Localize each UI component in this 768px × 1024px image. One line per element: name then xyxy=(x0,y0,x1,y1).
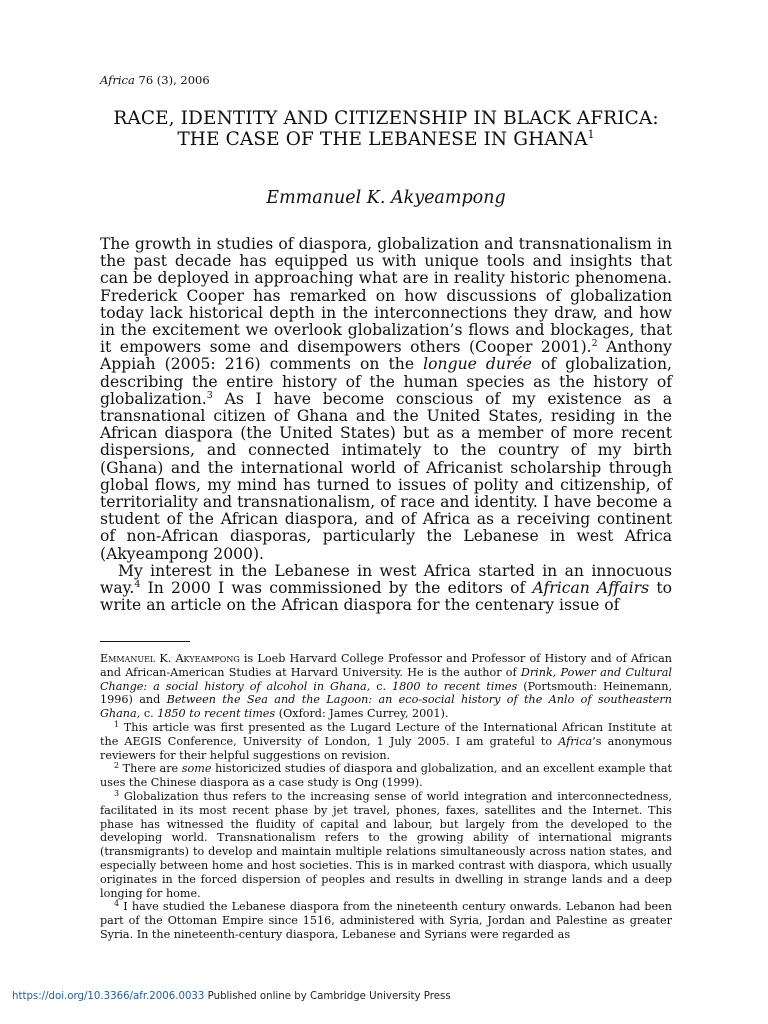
doi-link[interactable]: https://doi.org/10.3366/afr.2006.0033 xyxy=(12,991,205,1002)
body-paragraph-2: My interest in the Lebanese in west Africa started in an innocuous way.$^4$ In 2000 I was commissioned by the editors of African Affairs to write an article on the African diaspora for the centenary issue of xyxy=(100,561,672,615)
article-author: Emmanuel K. Akyeampong xyxy=(266,188,506,208)
author-note: Emmanuel K. Akyeampong is Loeb Harvard College Professor and Professor of History and of African and African-American Studies at Harvard University. He is the author of Drink, Power and Cultural Change: a social history of alcohol in Ghana, c. 1800 to recent times (Portsmouth: Heinemann, 1996) and Between the Sea and the Lagoon: an eco-social history of the Anlo of southeastern Ghana, c. 1850 to recent times (Oxford: James Currey, 2001). xyxy=(100,652,673,721)
page-footer xyxy=(12,991,451,1002)
footnote-2: $^2$ There are some historicized studies of diaspora and globalization, and an excellent example that uses the Chinese diaspora as a case study is Ong (1999). xyxy=(100,761,672,790)
article-body xyxy=(100,236,672,614)
footnote-ref-2[interactable]: 2 xyxy=(591,338,598,350)
footnote-ref-4[interactable]: 4 xyxy=(134,579,141,591)
journal-name: Africa xyxy=(100,73,135,87)
footnotes xyxy=(100,652,672,942)
footnote-1: $^1$ This article was first presented as the Lugard Lecture of the International African Institute at the AEGIS Conference, University of London, 1 July 2005. I am grateful to Africa’s anonymous reviewers for their helpful suggestions on revision. xyxy=(100,719,673,762)
footnote-4: $^4$ I have studied the Lebanese diaspora from the nineteenth century onwards. Lebanon had been part of the Ottoman Empire since 1516, administered with Syria, Jordan and Palestine as greater Syria. In the nineteenth-century diaspora, Lebanese and Syrians were regarded as xyxy=(100,899,672,941)
journal-issue: 76 (3), 2006 xyxy=(134,73,210,87)
footnote-3: $^3$ Globalization thus refers to the increasing sense of world integration and interconnectedness, facilitated in its most recent phase by jet travel, phones, faxes, satellites and the Internet. This phase has witnessed the fluidity of capital and labour, but largely from the developed to the developing world. Transnationalism refers to the growing ability of international migrants (transmigrants) to develop and maintain multiple relations simultaneously across nation states, and especially between home and host societies. This is in marked contrast with diaspora, which usually originates in the forced dispersion of peoples and results in dwelling in strange lands and a deep longing for home. xyxy=(100,788,672,900)
journal-citation xyxy=(100,73,210,87)
footnote-divider xyxy=(100,641,190,642)
title-footnote-ref[interactable]: 1 xyxy=(587,128,595,141)
publisher-note: Published online by Cambridge University Press xyxy=(204,991,451,1002)
article-title-text: RACE, IDENTITY AND CITIZENSHIP IN BLACK AFRICA: THE CASE OF THE LEBANESE IN GHANA xyxy=(113,108,659,150)
footnote-ref-3[interactable]: 3 xyxy=(206,389,213,401)
article-title xyxy=(100,108,672,150)
body-paragraph-1: The growth in studies of diaspora, globalization and transnationalism in the past decade has equipped us with unique tools and insights that can be deployed in approaching what are in reality historic phenomena. Frederick Cooper has remarked on how discussions of globalization today lack historical depth in the interconnections they draw, and how in the excitement we overlook globalization’s flows and blockages, that it empowers some and disempowers others (Cooper 2001).$^2$ Anthony Appiah (2005: 216) comments on the longue durée of globalization, describing the entire history of the human species as the history of globalization.$^3$ As I have become conscious of my existence as a transnational citizen of Ghana and the United States, residing in the African diaspora (the United States) but as a member of more recent dispersions, and connected intimately to the country of my birth (Ghana) and the international world of Africanist scholarship through global flows, my mind has turned to issues of polity and citizenship, of territoriality and transnationalism, of race and identity. I have become a student of the African diaspora, and of Africa as a receiving continent of non-African diasporas, particularly the Lebanese in west Africa (Akyeampong 2000). xyxy=(100,235,672,563)
